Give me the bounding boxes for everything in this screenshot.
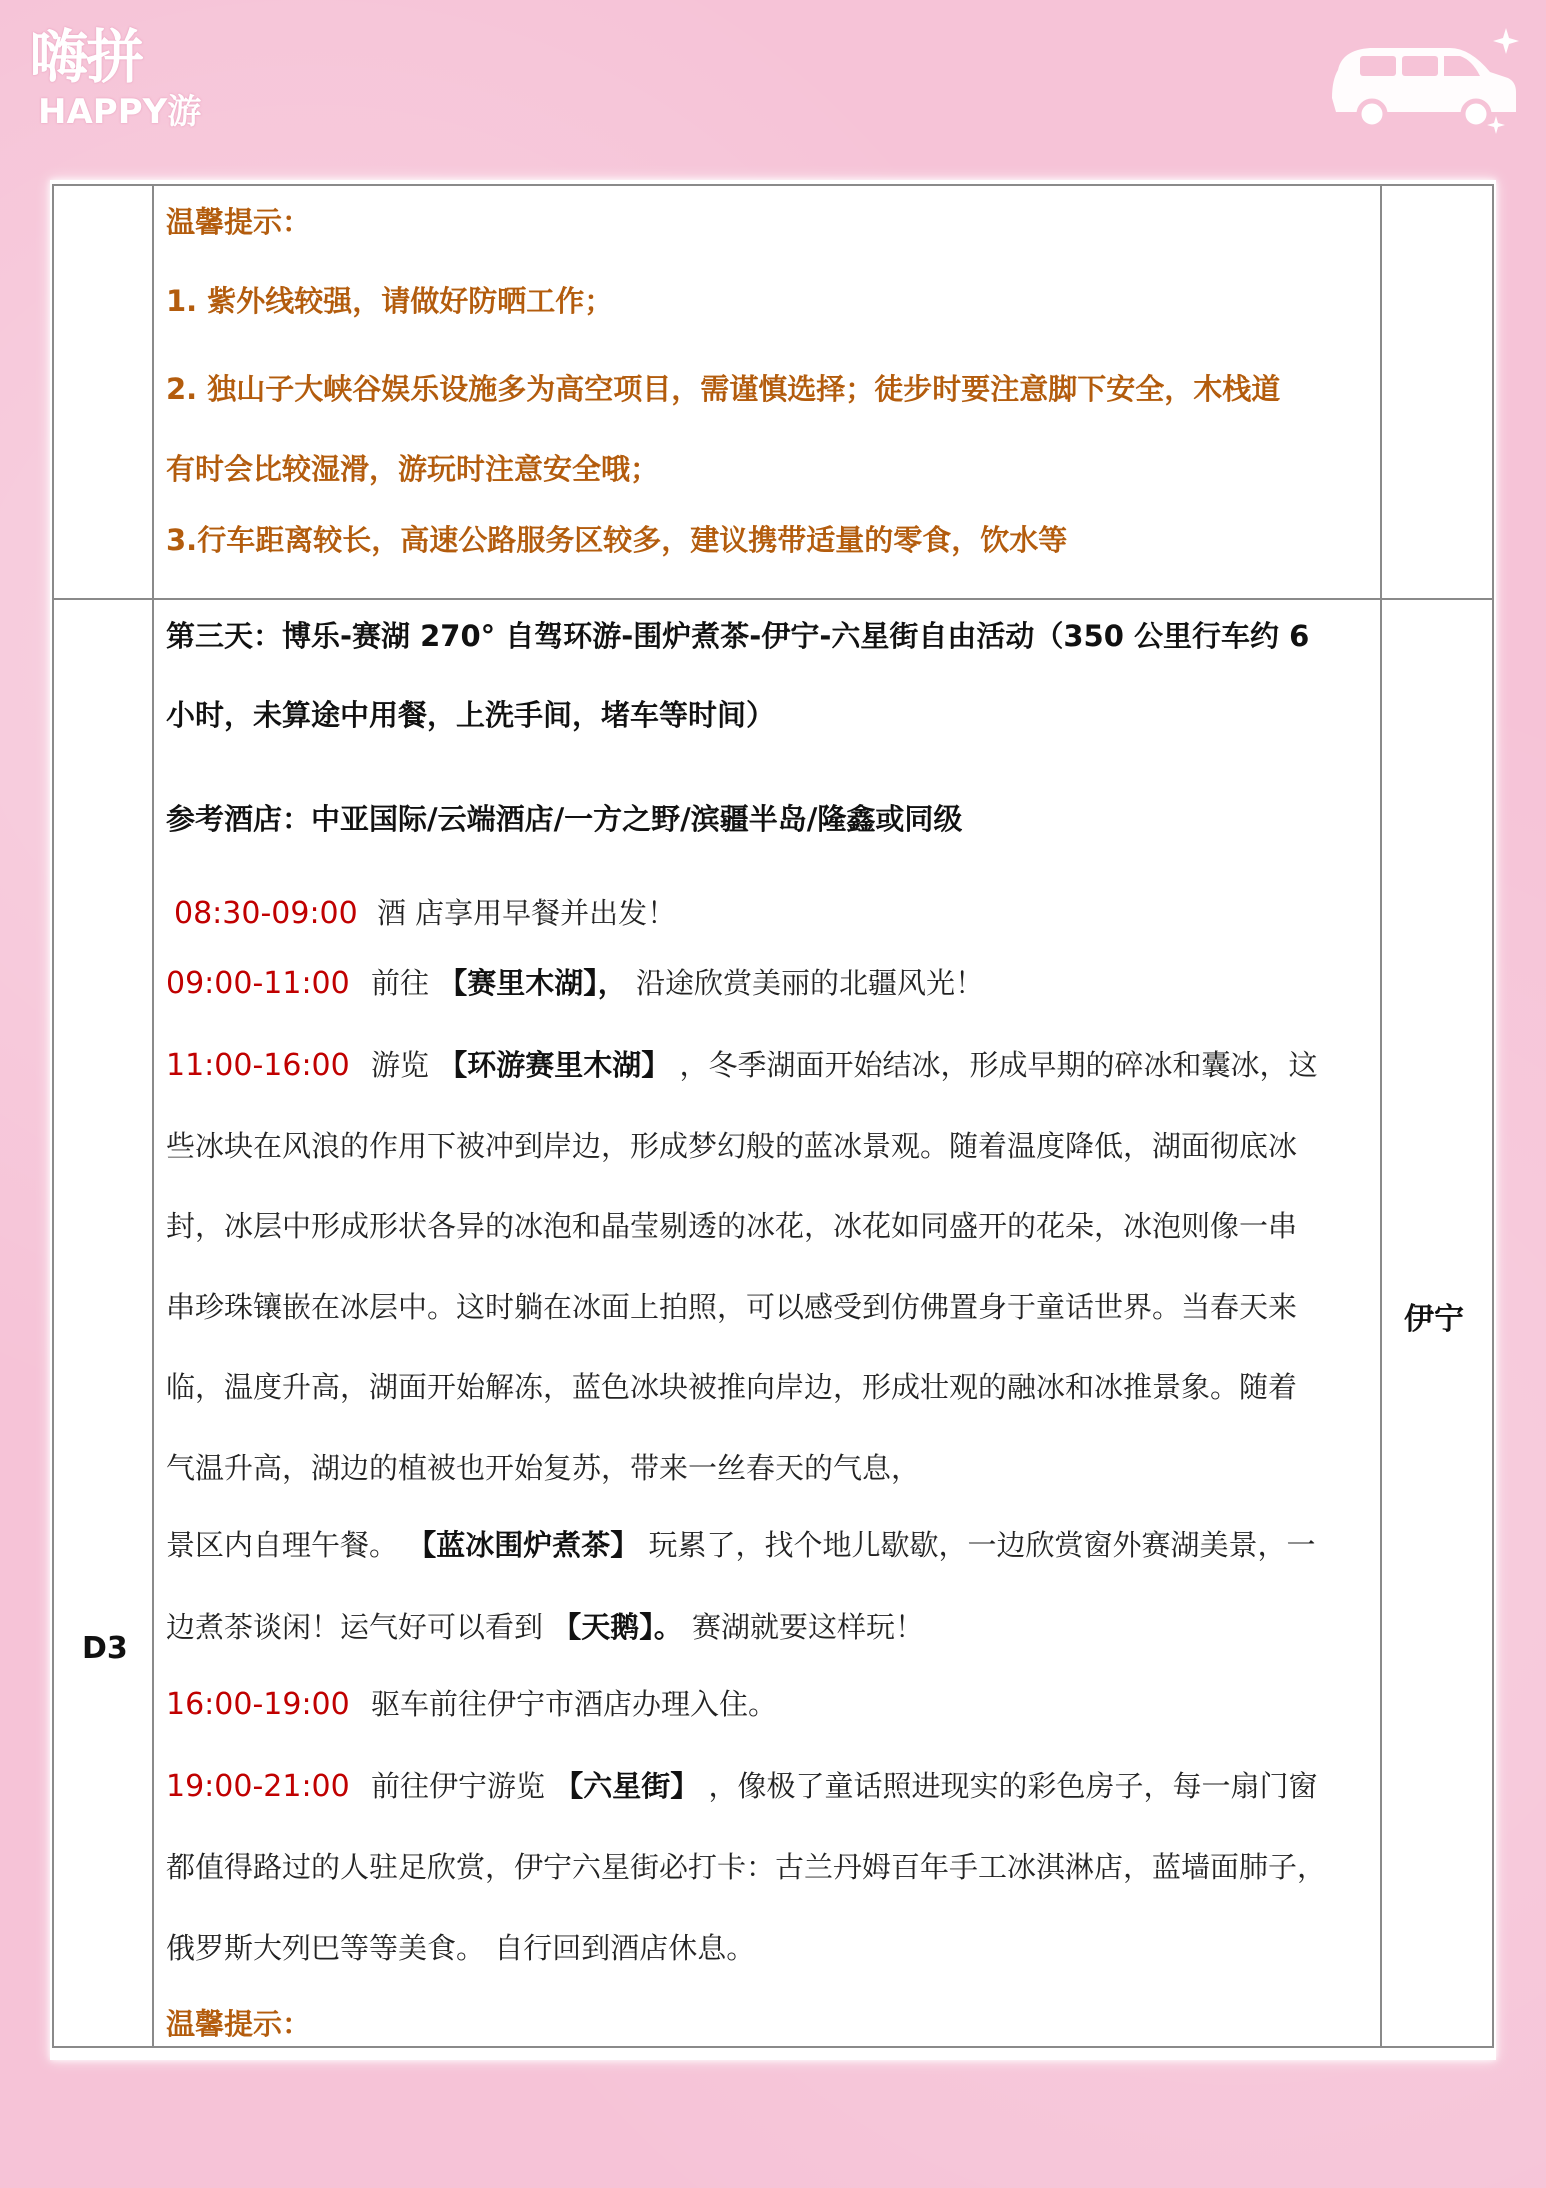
schedule-time: 11:00-16:00 — [166, 1048, 350, 1083]
schedule-text: 沿途欣赏美丽的北疆风光！ — [635, 966, 984, 1000]
column-divider — [1380, 184, 1382, 2048]
description-line: 都值得路过的人驻足欣赏，伊宁六星街必打卡：古兰丹姆百年手工冰淇淋店，蓝墙面肺子， — [166, 1850, 1327, 1884]
description-line — [166, 1605, 924, 1646]
description-line: 临，温度升高，湖面开始解冻，蓝色冰块被推向岸边，形成壮观的融冰和冰推景象。随着 — [166, 1370, 1298, 1404]
schedule-item — [166, 1764, 1317, 1805]
schedule-text: 前往伊宁游览 — [370, 1769, 545, 1803]
schedule-text: 游览 — [370, 1048, 429, 1082]
description-line: 串珍珠镶嵌在冰层中。这时躺在冰面上拍照，可以感受到仿佛置身于童话世界。当春天来 — [166, 1290, 1298, 1324]
tip-item: 2. 独山子大峡谷娱乐设施多为高空项目，需谨慎选择；徒步时要注意脚下安全，木栈道 — [166, 372, 1281, 406]
hotel-info: 参考酒店：中亚国际/云端酒店/一方之野/滨疆半岛/隆鑫或同级 — [166, 802, 963, 836]
description-line: 俄罗斯大列巴等等美食。 自行回到酒店休息。 — [166, 1931, 756, 1965]
description-line — [166, 1523, 1315, 1564]
overnight-location: 伊宁 — [1404, 1302, 1464, 1337]
schedule-item — [166, 961, 984, 1002]
schedule-text: 景区内自理午餐。 — [166, 1528, 399, 1562]
brand-logo — [30, 22, 230, 132]
day-title: 第三天：博乐-赛湖 270° 自驾环游-围炉煮茶-伊宁-六星街自由活动（350 公里行车约 6 — [166, 619, 1310, 653]
schedule-item — [166, 1043, 1317, 1084]
schedule-text: 驱车前往伊宁市酒店办理入住。 — [370, 1687, 777, 1721]
van-icon — [1320, 20, 1520, 140]
tips-title: 温馨提示： — [166, 2007, 312, 2041]
attraction-name: 【蓝冰围炉煮茶】 — [407, 1528, 640, 1562]
attraction-name: 【赛里木湖】， — [438, 966, 627, 1000]
tip-item: 3.行车距离较长，高速公路服务区较多，建议携带适量的零食，饮水等 — [166, 523, 1068, 557]
schedule-time: 19:00-21:00 — [166, 1769, 350, 1804]
schedule-text: 玩累了，找个地儿歇歇，一边欣赏窗外赛湖美景，一 — [648, 1528, 1316, 1562]
description-line: 封，冰层中形成形状各异的冰泡和晶莹剔透的冰花，冰花如同盛开的花朵，冰泡则像一串 — [166, 1209, 1298, 1243]
day-title-cont: 小时，未算途中用餐，上洗手间，堵车等时间） — [166, 698, 776, 732]
row-divider — [52, 598, 1494, 600]
schedule-text: ，像极了童话照进现实的彩色房子，每一扇门窗 — [708, 1769, 1318, 1803]
schedule-item — [174, 891, 676, 932]
schedule-text: ，冬季湖面开始结冰，形成早期的碎冰和囊冰，这 — [679, 1048, 1318, 1082]
schedule-text: 赛湖就要这样玩！ — [691, 1610, 924, 1644]
schedule-time: 09:00-11:00 — [166, 966, 350, 1001]
schedule-item — [166, 1682, 777, 1723]
schedule-time: 08:30-09:00 — [174, 896, 358, 931]
tips-title: 温馨提示： — [166, 205, 312, 239]
column-divider — [152, 184, 154, 2048]
table-left-border — [52, 184, 54, 2048]
logo-subtitle: HAPPY游 — [38, 92, 202, 132]
table-bottom-border — [52, 2046, 1494, 2048]
schedule-time: 16:00-19:00 — [166, 1687, 350, 1722]
table-top-border — [52, 184, 1494, 186]
schedule-text: 边煮茶谈闲！运气好可以看到 — [166, 1610, 544, 1644]
description-line: 气温升高，湖边的植被也开始复苏，带来一丝春天的气息， — [166, 1451, 921, 1485]
logo-title: 嗨拼 — [30, 23, 143, 91]
tip-item: 1. 紫外线较强，请做好防晒工作； — [166, 284, 614, 318]
day-label: D3 — [82, 1631, 128, 1666]
schedule-text: 酒 店享用早餐并出发！ — [376, 896, 677, 930]
table-right-border — [1492, 184, 1494, 2048]
description-line: 些冰块在风浪的作用下被冲到岸边，形成梦幻般的蓝冰景观。随着温度降低，湖面彻底冰 — [166, 1129, 1298, 1163]
schedule-text: 前往 — [370, 966, 429, 1000]
attraction-name: 【环游赛里木湖】 — [438, 1048, 671, 1082]
attraction-name: 【天鹅】。 — [552, 1610, 683, 1644]
attraction-name: 【六星街】 — [554, 1769, 700, 1803]
tip-item: 有时会比较湿滑，游玩时注意安全哦； — [166, 452, 660, 486]
